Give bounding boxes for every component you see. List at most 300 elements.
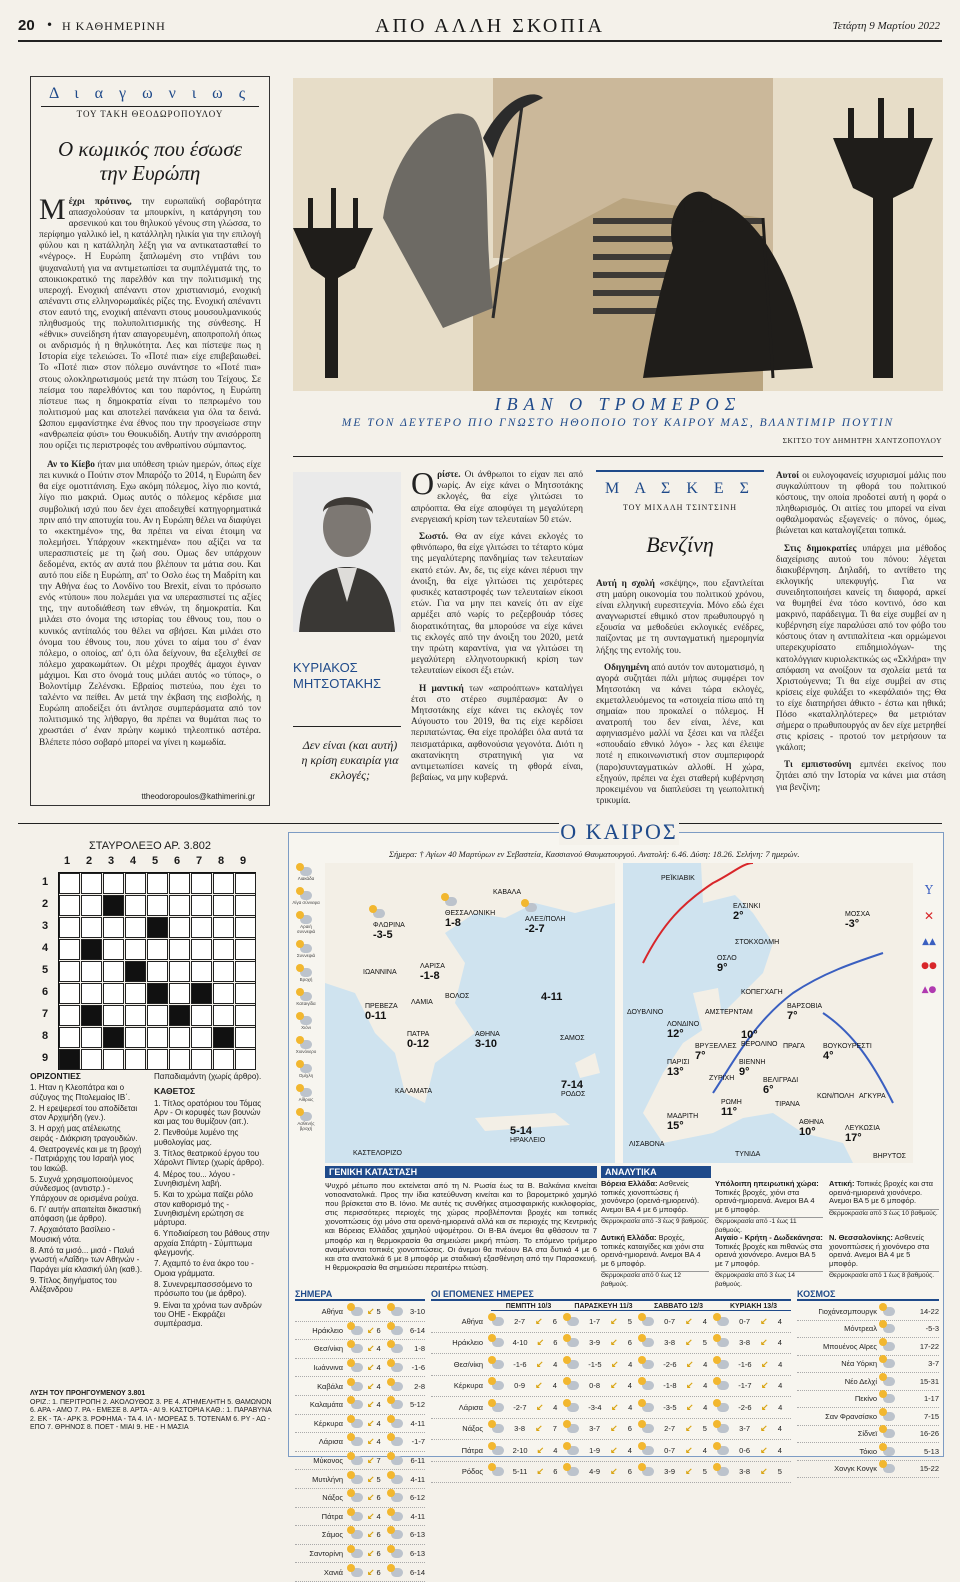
general-situation bbox=[325, 1166, 597, 1272]
crossword-grid[interactable] bbox=[58, 872, 256, 1070]
next-row bbox=[431, 1376, 791, 1398]
mitsotakis-lead: ρίστε. bbox=[437, 470, 461, 480]
europe-city: ΑΓΚΥΡΑ bbox=[859, 1093, 886, 1100]
weather-icon bbox=[717, 1403, 729, 1412]
wind-force: 4 bbox=[703, 1359, 708, 1369]
wind-arrow-icon: ↙ bbox=[611, 1401, 619, 1412]
temp-range: 0-7 bbox=[664, 1316, 675, 1326]
city-name: Λάρισα bbox=[458, 1402, 483, 1412]
weather-icon-2 bbox=[391, 1344, 403, 1353]
crossword-cell[interactable] bbox=[125, 917, 146, 938]
city-name: Σαν Φρανσίσκο bbox=[825, 1411, 877, 1421]
crossword-cell[interactable] bbox=[191, 873, 212, 894]
map-city: ΛΑΡΙΣΑ -1-8 bbox=[420, 963, 445, 982]
city-name: Νάξος bbox=[462, 1424, 483, 1434]
analytics bbox=[601, 1166, 941, 1286]
col-num: 1 bbox=[64, 855, 71, 867]
city-name: Χανιά bbox=[323, 1567, 343, 1577]
weather-icon-2 bbox=[391, 1549, 403, 1558]
crossword-cell[interactable] bbox=[213, 1049, 234, 1070]
today-title: ΣΗΜΕΡΑ bbox=[295, 1289, 425, 1301]
weather-icon bbox=[642, 1467, 654, 1476]
crossword-cell[interactable] bbox=[169, 939, 190, 960]
weather-icon bbox=[642, 1381, 654, 1390]
solution-title: ΛΥΣΗ ΤΟΥ ΠΡΟΗΓΟΥΜΕΝΟΥ 3.801 bbox=[30, 1390, 146, 1397]
world-row bbox=[797, 1391, 939, 1409]
europe-city: ΑΘΗΝΑ 10° bbox=[799, 1119, 824, 1138]
temp-range: -3-5 bbox=[663, 1402, 677, 1412]
crossword-cell[interactable] bbox=[169, 873, 190, 894]
wind-arrow-icon: ↙ bbox=[536, 1444, 545, 1455]
day-header: ΣΑΒΒΑΤΟ 12/3 bbox=[641, 1303, 716, 1311]
day-header: ΠΑΡΑΣΚΕΥΗ 11/3 bbox=[566, 1303, 641, 1311]
today-row bbox=[295, 1415, 425, 1434]
weather-icon bbox=[351, 1419, 363, 1428]
europe-city: ΛΙΣΑΒΟΝΑ bbox=[629, 1141, 665, 1148]
weather-subline: Σήμερα: † Αγίων 40 Μαρτύρων εν Σεβαστεία, Κασσιανού Θαυματουργού. Ανατολή: 6.46. Δύση: 18.26. Σελήνη: 7 ημερών. bbox=[389, 849, 800, 859]
crossword-cell[interactable] bbox=[81, 895, 102, 916]
map-city-label: ΚΑΛΑΜΑΤΑ bbox=[395, 1088, 433, 1095]
wind-arrow-icon: ↙ bbox=[685, 1423, 693, 1434]
wind-force: 4 bbox=[627, 1381, 632, 1391]
crossword-cell[interactable] bbox=[191, 961, 212, 982]
wind-arrow-icon: ↙ bbox=[535, 1380, 543, 1391]
wind-force: 4 bbox=[778, 1359, 783, 1369]
day-cell bbox=[637, 1316, 712, 1327]
map-city-label: ΛΑΜΙΑ bbox=[411, 999, 433, 1006]
crossword-cell[interactable] bbox=[235, 895, 256, 916]
crossword-cell[interactable] bbox=[59, 961, 80, 982]
europe-city: ΑΜΣΤΕΡΝΤΑΜ bbox=[705, 1009, 753, 1016]
crossword-cell[interactable] bbox=[191, 983, 212, 1004]
crossword-cell[interactable] bbox=[103, 895, 124, 916]
crossword-col-numbers bbox=[58, 855, 258, 869]
region-thessaloniki: Ν. Θεσσαλονίκης: Ασθενείς χιονοπτώσεις ή χιονόνερο στα ορεινά. Ανεμοι ΒΑ 4 με 5 μποφόρ. Θερμοκρασία από 1 έως 8 βαθμούς. bbox=[829, 1234, 939, 1281]
weather-icon bbox=[351, 1382, 363, 1391]
today-row bbox=[295, 1396, 425, 1415]
crossword-cell[interactable] bbox=[213, 873, 234, 894]
wind-force: 4 bbox=[777, 1338, 782, 1348]
weather-icon-2 bbox=[391, 1530, 403, 1539]
weather-icon bbox=[717, 1381, 729, 1390]
world-row bbox=[797, 1321, 939, 1339]
crossword-cell[interactable] bbox=[147, 1027, 168, 1048]
day-cell bbox=[637, 1445, 712, 1456]
legend-item: Ασθενής βροχή bbox=[291, 1112, 321, 1131]
day-cell bbox=[637, 1380, 712, 1391]
day-cell bbox=[562, 1402, 637, 1413]
wind-force: 4 bbox=[777, 1316, 782, 1326]
temp-range: 0-7 bbox=[664, 1445, 675, 1455]
crossword-cell[interactable] bbox=[191, 1049, 212, 1070]
day-cell bbox=[562, 1466, 637, 1477]
wind-arrow-icon: ↙ bbox=[367, 1473, 375, 1484]
col-num: 5 bbox=[152, 855, 159, 867]
day-cell bbox=[562, 1445, 637, 1456]
row-num: 5 bbox=[42, 964, 49, 976]
weather-legend-left bbox=[291, 863, 321, 1183]
crossword-cell[interactable] bbox=[103, 873, 124, 894]
author-email[interactable]: ttheodoropoulos@kathimerini.gr bbox=[141, 792, 255, 801]
weather-icon bbox=[492, 1317, 504, 1326]
weather-icon bbox=[492, 1360, 504, 1369]
city-name: Μπουένος Αϊρες bbox=[822, 1341, 877, 1351]
weather-icon bbox=[351, 1307, 363, 1316]
city-name: Λάρισα bbox=[318, 1437, 343, 1447]
weather-panel bbox=[288, 819, 944, 1577]
crossword-cell[interactable] bbox=[213, 917, 234, 938]
crossword-cell[interactable] bbox=[147, 1049, 168, 1070]
crossword-cell[interactable] bbox=[235, 939, 256, 960]
wind-force: 4 bbox=[777, 1445, 782, 1455]
wind-arrow-icon: ↙ bbox=[685, 1315, 693, 1326]
crossword-cell[interactable] bbox=[169, 1027, 190, 1048]
crossword-cell[interactable] bbox=[213, 939, 234, 960]
maskes-p5-lead: Τι εμπιστοσύνη bbox=[784, 759, 852, 770]
row-num: 8 bbox=[42, 1030, 49, 1042]
temp-range: 4-11 bbox=[410, 1474, 425, 1484]
crossword-cell[interactable] bbox=[147, 983, 168, 1004]
crossword-cell[interactable] bbox=[81, 1049, 102, 1070]
city-name: Αθήνα bbox=[321, 1307, 343, 1317]
crossword-cell[interactable] bbox=[191, 1027, 212, 1048]
crossword-cell[interactable] bbox=[81, 1005, 102, 1026]
crossword-cell[interactable] bbox=[125, 895, 146, 916]
opinion-column-maskes bbox=[596, 470, 946, 815]
column-kicker: Δ ι α γ ω ν ι ω ς bbox=[48, 85, 252, 102]
wind-arrow-icon: Y bbox=[925, 883, 933, 897]
snow-cloud-icon bbox=[445, 897, 457, 906]
crossword-cell[interactable] bbox=[103, 1005, 124, 1026]
crossword-cell[interactable] bbox=[235, 1005, 256, 1026]
city-name: Καλαμάτα bbox=[309, 1400, 343, 1410]
weather-icon-2 bbox=[391, 1493, 403, 1502]
crossword-cell[interactable] bbox=[125, 983, 146, 1004]
wind-force: 4 bbox=[703, 1381, 708, 1391]
crossword-cell[interactable] bbox=[235, 1027, 256, 1048]
crossword-cell[interactable] bbox=[59, 983, 80, 1004]
crossword-cell[interactable] bbox=[147, 917, 168, 938]
europe-city: ΛΟΝΔΙΝΟ 12° bbox=[667, 1021, 700, 1040]
world-row bbox=[797, 1426, 939, 1444]
wind-force: 4 bbox=[553, 1445, 558, 1455]
crossword-cell[interactable] bbox=[81, 939, 102, 960]
map-city-label: ΒΟΛΟΣ bbox=[445, 993, 470, 1000]
world-row bbox=[797, 1408, 939, 1426]
crossword-cell[interactable] bbox=[103, 1049, 124, 1070]
crossword-cell[interactable] bbox=[147, 873, 168, 894]
city-name: Ηράκλειο bbox=[452, 1338, 483, 1348]
crossword-cell[interactable] bbox=[125, 1005, 146, 1026]
h-clue: 2. Η ερεψερεσί του αποδίδεται στον Αρχιμήδη (γεν.). bbox=[30, 1103, 138, 1123]
map-city: ΦΛΩΡΙΝΑ -3-5 bbox=[373, 903, 405, 941]
v-clue: 5. Και το χρώμα παίζει ρόλο στον καθορισμό της - Συνηθισμένη ερώτηση σε μάρτυρα. bbox=[154, 1190, 254, 1228]
temp-range: 3-8 bbox=[514, 1424, 525, 1434]
crossword-cell[interactable] bbox=[191, 895, 212, 916]
wind-force: 7 bbox=[376, 1456, 381, 1466]
weather-legend-right bbox=[917, 883, 941, 1143]
crossword-cell[interactable] bbox=[103, 917, 124, 938]
crossword-cell[interactable] bbox=[103, 961, 124, 982]
day-cell bbox=[487, 1337, 562, 1348]
crossword-cell[interactable] bbox=[213, 961, 234, 982]
weather-icon bbox=[883, 1429, 895, 1438]
day-cell bbox=[487, 1466, 562, 1477]
legend-item: Χιονόνερο bbox=[291, 1040, 321, 1054]
next-row bbox=[431, 1419, 791, 1441]
europe-city: ΛΕΥΚΩΣΙΑ 17° bbox=[845, 1125, 880, 1144]
weather-icon bbox=[883, 1412, 895, 1421]
mitsotakis-p2: Θα αν είχε κάνει εκλογές το φθινόπωρο, θα είχε γλιτώσει το τέταρτο κύμα της μεγαλύτερης πανδημίας των τελευταίων εκατό ετών. Αν, δε, τις είχε κάνει πέρυσι την άνοιξη, θα είχε γλιτώσει τις χειρότερες φυσικές καταστροφές των τελευταίων είκοσι ετών. Για να μην πει κανείς ότι αν είχε αρμέξει από νωρίς το ρεζερβουάρ τόσες διορατικότητας, θα μπορούσε να είχε κάνει τις εκλογές από την άνοιξη του 2020, μετά την πρώτη καραντίνα, για να γλιτώσει τη μεγαλύτερη ελληνοτουρκική κρίση των τελευταίων είκοσι έξι ετών. bbox=[411, 532, 583, 677]
europe-city: ΒΑΡΣΟΒΙΑ 7° bbox=[787, 1003, 823, 1022]
crossword-cell[interactable] bbox=[125, 1027, 146, 1048]
wind-arrow-icon: ↙ bbox=[610, 1315, 618, 1326]
wind-force: 4 bbox=[778, 1402, 783, 1412]
today-row bbox=[295, 1508, 425, 1527]
day-cell bbox=[562, 1337, 637, 1348]
weather-icon bbox=[351, 1400, 363, 1409]
maskes-body-a bbox=[596, 578, 764, 806]
crossword-cell[interactable] bbox=[213, 895, 234, 916]
crossword-cell[interactable] bbox=[81, 961, 102, 982]
crossword-cell[interactable] bbox=[235, 983, 256, 1004]
crossword-cell[interactable] bbox=[125, 873, 146, 894]
h-clue: 6. Γι' αυτήν απαιτείται δικαστική απόφαση (με άρθρο). bbox=[30, 1204, 142, 1224]
portrait-art bbox=[293, 472, 401, 632]
world-title: ΚΟΣΜΟΣ bbox=[797, 1289, 939, 1301]
world-row bbox=[797, 1338, 939, 1356]
wind-arrow-icon: ↙ bbox=[535, 1315, 543, 1326]
temp-range: 3-10 bbox=[409, 1307, 425, 1317]
wind-force: 5 bbox=[376, 1307, 381, 1317]
crossword-cell[interactable] bbox=[59, 873, 80, 894]
row-num: 1 bbox=[42, 876, 49, 888]
temp-range: 17-22 bbox=[919, 1341, 939, 1351]
h-clue: 9. Τίτλος διηγήματος του Αλέξανδρου bbox=[30, 1275, 117, 1295]
wind-arrow-icon: ↙ bbox=[536, 1337, 545, 1348]
h-clue: 5. Συχνά χρησιμοποιούμενος σύνδεσμος (αντιστρ.) - Υπάρχουν σε ορισμένα ρούχα. bbox=[30, 1174, 139, 1203]
temp-range: 1-17 bbox=[923, 1394, 939, 1404]
v-clue: 6. Υποδιαίρεση του βάθους στην αρχαία Σπάρτη - Σύμπτωμα φλεγμονής. bbox=[154, 1229, 270, 1258]
temp-range: 6-11 bbox=[410, 1456, 425, 1466]
wind-arrow-icon: ↙ bbox=[761, 1380, 769, 1391]
day-cell bbox=[712, 1466, 787, 1477]
weather-icon bbox=[717, 1317, 729, 1326]
wind-force: 6 bbox=[627, 1467, 632, 1477]
crossword-cell[interactable] bbox=[191, 939, 212, 960]
region-attica: Αττική: Τοπικές βροχές και στα ορεινά-ημιορεινά χιονόνερο. Ανεμοι ΒΑ 5 με 6 μποφόρ. Θερμοκρασία από 3 έως 10 βαθμούς. bbox=[829, 1179, 938, 1217]
next-rows bbox=[431, 1311, 791, 1483]
europe-city: ΜΟΣΧΑ -3° bbox=[845, 911, 870, 930]
map-city: ΑΘΗΝΑ 3-10 bbox=[475, 1031, 500, 1050]
legend-item: Συννεφιά bbox=[291, 944, 321, 958]
wind-arrow-icon: ↙ bbox=[536, 1358, 544, 1369]
crossword-solution bbox=[30, 1390, 275, 1433]
day-cell bbox=[637, 1423, 712, 1434]
crossword-cell[interactable] bbox=[81, 917, 102, 938]
temp-range: 6-14 bbox=[409, 1567, 425, 1577]
next-row bbox=[431, 1333, 791, 1355]
col-num: 4 bbox=[130, 855, 137, 867]
crossword-cell[interactable] bbox=[169, 895, 190, 916]
wind-arrow-icon: ↙ bbox=[367, 1510, 375, 1521]
v-clue: 7. Αχαμπό το ένα άκρο του - Ομοια γράμματα. bbox=[154, 1259, 254, 1278]
wind-force: 4 bbox=[702, 1445, 707, 1455]
weather-icon bbox=[642, 1360, 654, 1369]
crossword-cell[interactable] bbox=[147, 961, 168, 982]
wind-force: 4 bbox=[628, 1402, 633, 1412]
crossword-cell[interactable] bbox=[169, 1049, 190, 1070]
map-temp: 4-11 bbox=[541, 991, 563, 1003]
crossword-cell[interactable] bbox=[169, 1005, 190, 1026]
sleet-icon bbox=[300, 1040, 312, 1049]
crossword-cell[interactable] bbox=[213, 1005, 234, 1026]
weather-icon bbox=[567, 1381, 579, 1390]
weather-icon bbox=[567, 1467, 579, 1476]
weather-icon bbox=[883, 1464, 895, 1473]
crossword-cell[interactable] bbox=[59, 1005, 80, 1026]
crossword-cell[interactable] bbox=[103, 939, 124, 960]
temp-range: -2-6 bbox=[738, 1402, 752, 1412]
wind-force: 6 bbox=[553, 1338, 558, 1348]
wind-force: 6 bbox=[376, 1493, 381, 1503]
wind-force: 4 bbox=[376, 1381, 381, 1391]
crossword-cell[interactable] bbox=[59, 1027, 80, 1048]
today-row bbox=[295, 1322, 425, 1341]
crossword-cell[interactable] bbox=[147, 895, 168, 916]
crossword-cell[interactable] bbox=[125, 1049, 146, 1070]
crossword-cell[interactable] bbox=[191, 917, 212, 938]
crossword-cell[interactable] bbox=[235, 917, 256, 938]
day-cell bbox=[562, 1380, 637, 1391]
crossword-cell[interactable] bbox=[169, 917, 190, 938]
wind-force: 4 bbox=[376, 1400, 381, 1410]
cartoon-illustration bbox=[293, 78, 943, 391]
wind-arrow-icon: ↙ bbox=[367, 1306, 375, 1317]
temp-range: 4-11 bbox=[410, 1418, 425, 1428]
weather-icon bbox=[883, 1324, 895, 1333]
crossword-cell[interactable] bbox=[169, 961, 190, 982]
opinion-column-diagonios bbox=[30, 76, 270, 806]
weather-icon bbox=[883, 1307, 895, 1316]
cartoon-title: ΙΒΑΝ Ο ΤΡΟΜΕΡΟΣ bbox=[494, 394, 742, 414]
mitsotakis-p3-lead: Η μαντική bbox=[419, 683, 464, 694]
weather-icon bbox=[642, 1338, 654, 1347]
europe-city: ΒΡΥΞΕΛΛΕΣ 7° bbox=[695, 1043, 737, 1062]
city-name: Ρόδος bbox=[461, 1467, 483, 1477]
temp-range: 2-7 bbox=[664, 1424, 675, 1434]
wind-arrow-icon: ↙ bbox=[685, 1337, 693, 1348]
city-name: Καβάλα bbox=[317, 1381, 343, 1391]
world-row bbox=[797, 1356, 939, 1374]
cartoon-rule bbox=[293, 456, 943, 457]
weather-icon bbox=[717, 1338, 729, 1347]
map-city: 7-14 ΡΟΔΟΣ bbox=[561, 1079, 586, 1098]
crossword-cell[interactable] bbox=[59, 917, 80, 938]
paragraph-1: την ευρωπαϊκή σοβαρότητα απασχολούσαν τα μπουρκίνι, η κατάργηση του αρσενικού και του θηλυκού γένους στη γλώσσα, το περίφημο γαλλικό iel, η κατάλληλη ηλικία για την επιλογή φύλου και η κατάλληλη λέξη για να αντικατασταθεί το «νέγρος». Η Ευρώπη ξαπλωμένη στο ντιβάνι του ψυχαναλυτή για να αντιμετωπίσει τα συμπλέγματά της, το αποικιοκρατικό της παρελθόν και την πολιτισμική της υπεροχή. Ενοχική απέναντι στον χριστιανισμό, ενοχική απέναντι στις ελληνορωμαϊκές ρίζες της. Ενοχική απέναντι στον εαυτό της, ενοχική απέναντι στους μουσουλμανικούς πληθυσμούς της πολυπολιτισμικής της σύνθεσης. Η «έθνικ» συνείδηση ήταν απαγορευμένη, αποπροπολή όπως οι ανδρισμός ή η θηλυκότητα. Λες και πίστεψε πως η Ιστορία είχε τελειώσει. Το «Ποτέ πια» είχε επιβεβαιωθεί. Το «Ποτέ πια» στον πόλεμο συνάντησε το «Ποτέ πια» στους ολοκληρωτισμούς μετά την πτώση του Τείχους. Σε πείσμα του παρελθόντος και του παρόντος, η Ευρώπη πίστευε πως η δημοκρατία είναι το πεπρωμένο του πολιτισμού μας και αποτελεί πανάκεια για όλα τα δεινά. Ωσπου εμφανίστηκε ένα έθνος που την προσγείωσε στην «ανθρωπεία φύσι» του Θουκυδίδη. Αυτήν την ανισόρροπη που ορίζει τις περιστροφές του ανθρωπίνου σύμπαντος. bbox=[39, 197, 261, 452]
wind-arrow-icon: ↙ bbox=[686, 1358, 694, 1369]
city-name: Χονγκ Κονγκ bbox=[834, 1464, 877, 1474]
wind-force: 4 bbox=[702, 1316, 707, 1326]
map-city: 5-14 ΗΡΑΚΛΕΙΟ bbox=[510, 1125, 546, 1144]
crossword-cell[interactable] bbox=[235, 1049, 256, 1070]
temp-range: -1-5 bbox=[588, 1359, 602, 1369]
europe-city: ΣΤΟΚΧΟΛΜΗ bbox=[735, 939, 780, 946]
maskes-p4-lead: Στις δημοκρατίες bbox=[784, 542, 857, 553]
section-divider bbox=[18, 823, 942, 824]
greece-map bbox=[325, 863, 615, 1163]
crossword-cell[interactable] bbox=[81, 873, 102, 894]
today-row bbox=[295, 1359, 425, 1378]
region-north: Βόρεια Ελλάδα: Ασθενείς τοπικές χιονοπτώσεις ή χιονόνερο (ορεινά-ημιορεινά). Ανεμοι ΒΑ 4 με 6 μποφόρ. Θερμοκρασία από -3 έως 9 βαθμούς. bbox=[601, 1179, 709, 1226]
temp-range: -1-7 bbox=[411, 1437, 425, 1447]
crossword-cell[interactable] bbox=[103, 983, 124, 1004]
crossword-cell[interactable] bbox=[213, 983, 234, 1004]
crossword-cell[interactable] bbox=[59, 1049, 80, 1070]
temp-range: 0-9 bbox=[514, 1381, 525, 1391]
page-header bbox=[0, 0, 960, 44]
crossword-cell[interactable] bbox=[147, 939, 168, 960]
world-row bbox=[797, 1373, 939, 1391]
crossword-cell[interactable] bbox=[81, 1027, 102, 1048]
row-num: 9 bbox=[42, 1052, 49, 1064]
wind-arrow-icon: ↙ bbox=[535, 1423, 543, 1434]
wind-arrow-icon: ↙ bbox=[536, 1466, 545, 1477]
europe-city: ΜΑΔΡΙΤΗ 15° bbox=[667, 1113, 699, 1132]
day-cell bbox=[637, 1402, 712, 1413]
temp-range: 4-10 bbox=[512, 1338, 528, 1348]
crossword-cell[interactable] bbox=[213, 1027, 234, 1048]
crossword-cell[interactable] bbox=[81, 983, 102, 1004]
legend-item: Αίθριος bbox=[291, 1088, 321, 1102]
temp-range: 5-11 bbox=[512, 1467, 528, 1477]
city-name: Πάτρα bbox=[461, 1445, 483, 1455]
crossword-cell[interactable] bbox=[103, 1027, 124, 1048]
fog-icon bbox=[300, 1064, 312, 1073]
weather-icon-2 bbox=[391, 1437, 403, 1446]
day-cell bbox=[487, 1402, 562, 1413]
crossword-cell[interactable] bbox=[191, 1005, 212, 1026]
crossword-cell[interactable] bbox=[235, 873, 256, 894]
legend-item: Λιακάδα bbox=[291, 867, 321, 881]
politician-name-1: ΚΥΡΙΑΚΟΣ bbox=[293, 660, 358, 675]
horizontal-title: ΟΡΙΖΟΝΤΙΕΣ bbox=[30, 1071, 81, 1081]
column-body bbox=[39, 193, 261, 749]
crossword-cell[interactable] bbox=[125, 939, 146, 960]
wind-arrow-icon: ↙ bbox=[367, 1566, 375, 1577]
weather-icon bbox=[642, 1317, 654, 1326]
weather-icon bbox=[567, 1338, 579, 1347]
crossword-cell[interactable] bbox=[169, 983, 190, 1004]
weather-icon bbox=[642, 1446, 654, 1455]
weather-icon bbox=[567, 1403, 579, 1412]
crossword-cell[interactable] bbox=[59, 895, 80, 916]
world-rows bbox=[797, 1303, 939, 1478]
weather-icon bbox=[567, 1360, 579, 1369]
wind-arrow-icon: ↙ bbox=[367, 1529, 375, 1540]
crossword-cell[interactable] bbox=[235, 961, 256, 982]
weather-icon bbox=[351, 1475, 363, 1484]
europe-city: ΠΑΡΙΣΙ 13° bbox=[667, 1059, 690, 1078]
cloud-icon bbox=[300, 891, 312, 900]
wind-arrow-icon: ↙ bbox=[367, 1548, 375, 1559]
general-text: Ψυχρό μέτωπο που εκτείνεται από τη Ν. Ρωσία έως τα Β. Βαλκάνια κινείται νοτιοανατολικά. Προς την ίδια κατεύθυνση κινείται και το βαρομετρικό χαμηλό που βρίσκεται στο Β. Ιόνιο. Με αυτές τις συνθήκες ατμοσφαιρικής κυκλοφορίας, στις περισσότερες περιοχές της χώρας προβλέπονται βροχές και τοπικές χιονοπτώσεις όχι μόνο στα ορεινά-ημιορεινά αλλά και σε περιοχές της Κεντρικής και Βόρειας Ελλάδας χαμηλού υψομέτρου. Οι Β-ΒΑ άνεμοι θα φθάσουν τα 7 μποφόρ και η θερμοκρασία θα σημειώσει μικρή πτώση. Το επόμενο τριήμερο αναμένονται τοπικές χιονοπτώσεις. Οι άνεμοι θα πνέουν ΒΑ στα δυτικά 4 με 6 και στα ανατολικά 6 με 8 μποφόρ με σταδιακή εξασθένηση από την Παρασκευή. Η θερμοκρασία θα σημειώσει περαιτέρω πτώση. bbox=[325, 1181, 597, 1272]
crossword-cell[interactable] bbox=[125, 961, 146, 982]
crossword-cell[interactable] bbox=[147, 1005, 168, 1026]
lead-bold: έχρι πρότινος, bbox=[68, 197, 132, 207]
crossword-cell[interactable] bbox=[59, 939, 80, 960]
wind-arrow-icon: ↙ bbox=[367, 1362, 375, 1373]
